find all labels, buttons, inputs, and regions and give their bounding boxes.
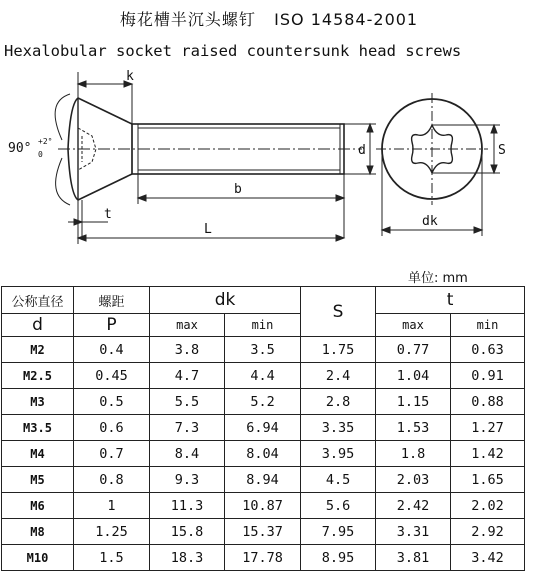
cell-dk-min: 3.5 bbox=[225, 337, 301, 363]
cell-size: M3 bbox=[2, 389, 74, 415]
dim-k-label: k bbox=[126, 69, 134, 84]
header-dk-max: max bbox=[150, 314, 225, 337]
cell-t-min: 3.42 bbox=[451, 545, 525, 571]
angle-tol-lower: 0 bbox=[38, 150, 43, 159]
cell-pitch: 0.45 bbox=[74, 363, 150, 389]
cell-size: M6 bbox=[2, 493, 74, 519]
cell-dk-min: 8.94 bbox=[225, 467, 301, 493]
table-row bbox=[2, 389, 525, 415]
cell-size: M3.5 bbox=[2, 415, 74, 441]
cell-pitch: 1.5 bbox=[74, 545, 150, 571]
cell-s: 3.35 bbox=[301, 415, 376, 441]
cell-dk-min: 10.87 bbox=[225, 493, 301, 519]
cell-dk-max: 9.3 bbox=[150, 467, 225, 493]
table-row bbox=[2, 441, 525, 467]
cell-size: M2.5 bbox=[2, 363, 74, 389]
cell-s: 2.8 bbox=[301, 389, 376, 415]
cell-pitch: 0.5 bbox=[74, 389, 150, 415]
cell-t-min: 2.02 bbox=[451, 493, 525, 519]
cell-t-min: 0.63 bbox=[451, 337, 525, 363]
cell-dk-max: 15.8 bbox=[150, 519, 225, 545]
header-dk: dk bbox=[150, 287, 301, 314]
header-t-max: max bbox=[376, 314, 451, 337]
cell-pitch: 1 bbox=[74, 493, 150, 519]
header-pitch-cn: 螺距 bbox=[74, 287, 150, 314]
cell-dk-max: 3.8 bbox=[150, 337, 225, 363]
page-subtitle: Hexalobular socket raised countersunk head screws bbox=[4, 42, 462, 60]
cell-dk-min: 5.2 bbox=[225, 389, 301, 415]
cell-pitch: 0.4 bbox=[74, 337, 150, 363]
cell-s: 7.95 bbox=[301, 519, 376, 545]
cell-dk-min: 4.4 bbox=[225, 363, 301, 389]
title-standard: ISO 14584-2001 bbox=[274, 10, 419, 29]
cell-dk-min: 8.04 bbox=[225, 441, 301, 467]
cell-s: 3.95 bbox=[301, 441, 376, 467]
angle-arc bbox=[55, 94, 70, 140]
cell-dk-max: 7.3 bbox=[150, 415, 225, 441]
cell-s: 4.5 bbox=[301, 467, 376, 493]
cell-s: 5.6 bbox=[301, 493, 376, 519]
cell-t-max: 3.31 bbox=[376, 519, 451, 545]
header-t-min: min bbox=[451, 314, 525, 337]
cell-t-min: 0.91 bbox=[451, 363, 525, 389]
cell-t-max: 1.53 bbox=[376, 415, 451, 441]
header-pitch-sym: P bbox=[74, 314, 150, 337]
cell-t-max: 2.03 bbox=[376, 467, 451, 493]
cell-pitch: 0.7 bbox=[74, 441, 150, 467]
dim-b-label: b bbox=[234, 182, 242, 197]
cell-dk-min: 17.78 bbox=[225, 545, 301, 571]
cell-size: M2 bbox=[2, 337, 74, 363]
cell-t-min: 1.65 bbox=[451, 467, 525, 493]
cell-size: M5 bbox=[2, 467, 74, 493]
cell-size: M4 bbox=[2, 441, 74, 467]
table-row bbox=[2, 363, 525, 389]
table-row bbox=[2, 337, 525, 363]
cell-t-max: 1.15 bbox=[376, 389, 451, 415]
cell-pitch: 0.8 bbox=[74, 467, 150, 493]
unit-label: 单位: mm bbox=[408, 271, 468, 286]
table-row bbox=[2, 545, 525, 571]
angle-label: 90° bbox=[8, 141, 32, 156]
cell-t-min: 1.42 bbox=[451, 441, 525, 467]
cell-pitch: 1.25 bbox=[74, 519, 150, 545]
title-chinese: 梅花槽半沉头螺钉 bbox=[119, 10, 256, 29]
cell-dk-max: 18.3 bbox=[150, 545, 225, 571]
table-row bbox=[2, 493, 525, 519]
table-row bbox=[2, 519, 525, 545]
cell-pitch: 0.6 bbox=[74, 415, 150, 441]
cell-size: M10 bbox=[2, 545, 74, 571]
dim-t-label: t bbox=[104, 207, 112, 222]
dim-d-label: d bbox=[358, 143, 366, 158]
dim-dk-label: dk bbox=[422, 214, 438, 229]
cell-t-max: 2.42 bbox=[376, 493, 451, 519]
page-title bbox=[0, 7, 538, 30]
cell-dk-min: 15.37 bbox=[225, 519, 301, 545]
cell-t-max: 1.04 bbox=[376, 363, 451, 389]
dim-L-label: L bbox=[204, 222, 212, 237]
header-s: S bbox=[301, 287, 376, 337]
end-view bbox=[376, 93, 488, 205]
cell-dk-max: 8.4 bbox=[150, 441, 225, 467]
cell-s: 8.95 bbox=[301, 545, 376, 571]
header-nominal-sym: d bbox=[2, 314, 74, 337]
cell-t-max: 0.77 bbox=[376, 337, 451, 363]
header-dk-min: min bbox=[225, 314, 301, 337]
cell-t-max: 3.81 bbox=[376, 545, 451, 571]
table-row bbox=[2, 467, 525, 493]
cell-t-max: 1.8 bbox=[376, 441, 451, 467]
angle-tol-upper: +2° bbox=[38, 137, 53, 146]
table-row bbox=[2, 415, 525, 441]
dim-S-label: S bbox=[498, 143, 506, 158]
cell-s: 2.4 bbox=[301, 363, 376, 389]
cell-s: 1.75 bbox=[301, 337, 376, 363]
cell-t-min: 1.27 bbox=[451, 415, 525, 441]
cell-dk-max: 11.3 bbox=[150, 493, 225, 519]
cell-dk-min: 6.94 bbox=[225, 415, 301, 441]
cell-dk-max: 4.7 bbox=[150, 363, 225, 389]
dimension-table bbox=[1, 286, 525, 571]
cell-t-min: 0.88 bbox=[451, 389, 525, 415]
cell-dk-max: 5.5 bbox=[150, 389, 225, 415]
screw-drawing bbox=[0, 62, 538, 262]
cell-size: M8 bbox=[2, 519, 74, 545]
header-t: t bbox=[376, 287, 525, 314]
cell-t-min: 2.92 bbox=[451, 519, 525, 545]
header-nominal-cn: 公称直径 bbox=[2, 287, 74, 314]
